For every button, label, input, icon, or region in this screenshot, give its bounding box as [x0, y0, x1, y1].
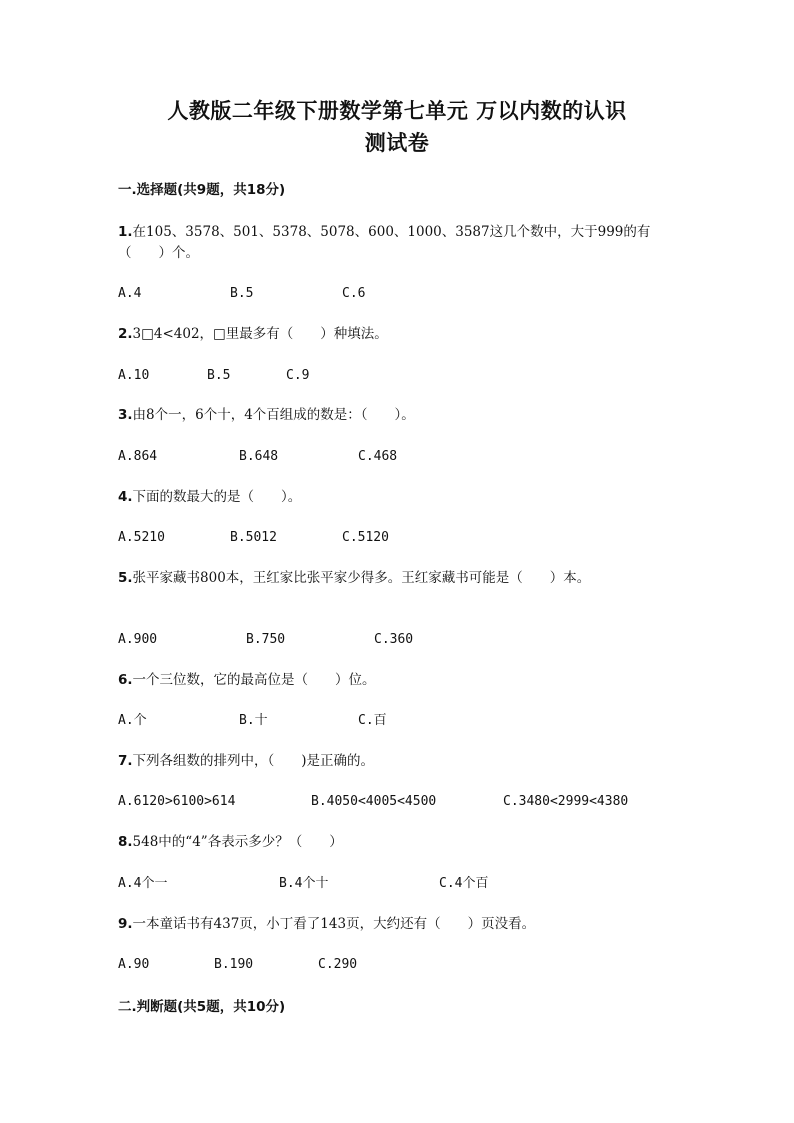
question-number: 3. — [118, 407, 133, 423]
option-a: A.4 — [118, 286, 142, 301]
question-8 — [118, 832, 678, 853]
page-title: 人教版二年级下册数学第七单元 万以内数的认识 — [167, 98, 627, 123]
question-text: 3□4<402，□里最多有（ ）种填法。 — [132, 326, 388, 342]
question-text: 下面的数最大的是（ ）。 — [132, 489, 302, 505]
option-a: A.900 — [118, 632, 158, 647]
option-a: A.个 — [118, 713, 147, 728]
question-text: 张平家藏书800本，王红家比张平家少得多。王红家藏书可能是（ ）本。 — [132, 570, 591, 586]
option-b: B.750 — [246, 632, 286, 647]
question-5 — [118, 568, 678, 589]
question-number: 8. — [118, 834, 133, 850]
option-a: A.90 — [118, 957, 150, 972]
question-number: 1. — [118, 224, 133, 240]
option-c: C.290 — [318, 957, 358, 972]
question-9 — [118, 914, 678, 935]
question-text: 在105、3578、501、5378、5078、600、1000、3587这几个数中，大于999的有（ ）个。 — [118, 224, 651, 261]
option-c: C.3480<2999<4380 — [503, 794, 629, 809]
question-number: 9. — [118, 916, 133, 932]
option-b: B.190 — [214, 957, 254, 972]
option-c: C.468 — [358, 449, 398, 464]
question-number: 4. — [118, 489, 133, 505]
option-b: B.十 — [239, 713, 268, 728]
option-c: C.4个百 — [439, 876, 489, 891]
page-title-line2: 测试卷 — [364, 130, 430, 155]
question-number: 2. — [118, 326, 133, 342]
question-text: 下列各组数的排列中，（ )是正确的。 — [132, 753, 375, 769]
question-3 — [118, 405, 678, 426]
option-b: B.5012 — [230, 530, 277, 545]
section-heading-multiple-choice: 一.选择题(共9题，共18分) — [118, 182, 286, 198]
question-2 — [118, 324, 678, 345]
question-text: 一个三位数，它的最高位是（ ）位。 — [132, 672, 376, 688]
question-4 — [118, 487, 678, 508]
question-6 — [118, 670, 678, 691]
option-a: A.10 — [118, 368, 150, 383]
option-c: C.360 — [374, 632, 414, 647]
option-a: A.864 — [118, 449, 158, 464]
option-b: B.648 — [239, 449, 279, 464]
option-a: A.5210 — [118, 530, 165, 545]
option-a: A.4个一 — [118, 876, 168, 891]
option-c: C.百 — [358, 713, 387, 728]
question-1 — [118, 222, 678, 264]
question-7 — [118, 751, 678, 772]
section-heading-true-false: 二.判断题(共5题，共10分) — [118, 999, 286, 1015]
question-text: 一本童话书有437页，小丁看了143页，大约还有（ ）页没看。 — [132, 916, 536, 932]
option-c: C.5120 — [342, 530, 389, 545]
option-c: C.6 — [342, 286, 366, 301]
question-number: 6. — [118, 672, 133, 688]
option-b: B.4个十 — [279, 876, 329, 891]
option-a: A.6120>6100>614 — [118, 794, 236, 809]
option-b: B.4050<4005<4500 — [311, 794, 437, 809]
question-number: 7. — [118, 753, 133, 769]
question-text: 由8个一，6个十，4个百组成的数是：（ ）。 — [132, 407, 415, 423]
option-c: C.9 — [286, 368, 310, 383]
question-number: 5. — [118, 570, 133, 586]
question-text: 548中的“4”各表示多少？（ ） — [132, 834, 343, 850]
option-b: B.5 — [207, 368, 231, 383]
option-b: B.5 — [230, 286, 254, 301]
